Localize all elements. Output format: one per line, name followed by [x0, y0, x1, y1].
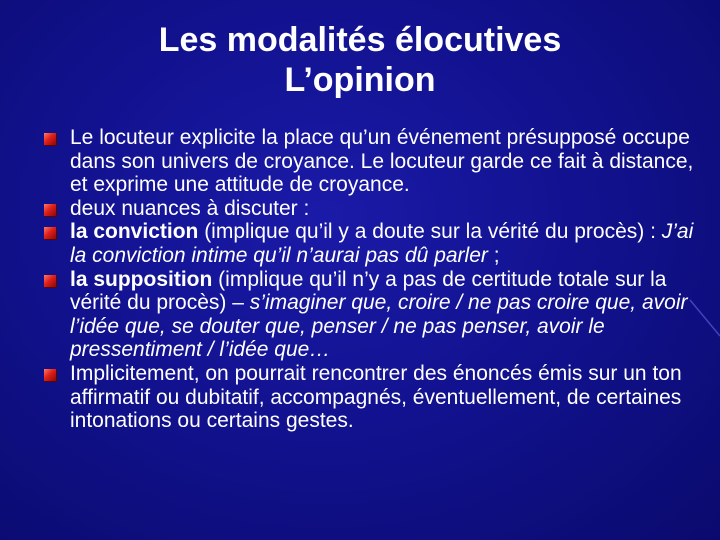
bullet-tail: ;: [487, 243, 500, 267]
bullet-text: (implique qu’il y a doute sur la vérité du procès) :: [198, 220, 662, 244]
bullet-term: la conviction: [70, 220, 199, 244]
bullet-list: [44, 126, 694, 433]
bullet-example: J’ai la conviction intime qu’il n’aurai pas dû parler: [70, 220, 694, 267]
bullet-text: Le locuteur explicite la place qu’un événement présupposé occupe dans son univers de croyance. Le locuteur garde ce fait à distance, et exprime une attitude de croyance.: [70, 126, 694, 197]
bullet-text: (implique qu’il n’y a pas de certitude totale sur la vérité du procès) –: [70, 267, 667, 315]
bullet-marker-icon: [44, 275, 56, 287]
bullet-text: deux nuances à discuter :: [70, 196, 310, 220]
bullet-text: Implicitement, on pourrait rencontrer des énoncés émis sur un ton affirmatif ou dubitatif, accompagnés, éventuellement, de certaines intonations ou certains gestes.: [70, 361, 682, 433]
bullet-item: [44, 268, 694, 362]
bullet-item: [44, 362, 694, 433]
title-line-2: L’opinion: [284, 61, 436, 99]
bullet-example: s’imaginer que, croire / ne pas croire que, avoir l’idée que, se douter que, penser / ne pas penser, avoir le pressentiment / l’idée que…: [70, 291, 688, 362]
bullet-item: [44, 220, 694, 267]
title-line-1: Les modalités élocutives: [158, 21, 562, 59]
bullet-item: [44, 126, 694, 197]
bullet-item: [44, 197, 694, 221]
slide-title: [0, 20, 720, 100]
bullet-marker-icon: [44, 133, 56, 145]
bullet-marker-icon: [44, 369, 56, 381]
bullet-marker-icon: [44, 204, 56, 216]
bullet-marker-icon: [44, 227, 56, 239]
bullet-term: la supposition: [70, 267, 213, 291]
